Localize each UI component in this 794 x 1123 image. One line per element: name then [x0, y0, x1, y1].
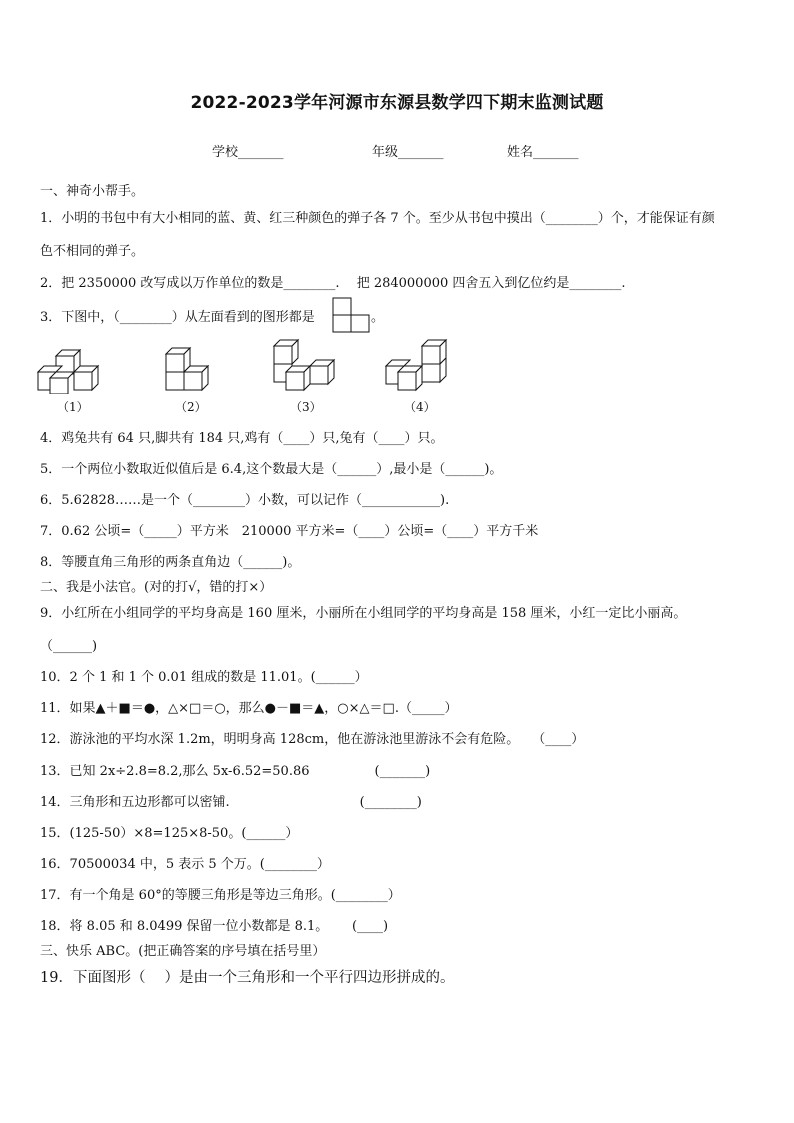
question-6: 6．5.62828……是一个（________）小数，可以记作（____________).: [40, 493, 450, 508]
view-figure: [332, 297, 372, 333]
question-9-cont: （______): [40, 639, 98, 654]
question-3-suffix: 。: [371, 310, 385, 325]
question-10: 10．2 个 1 和 1 个 0.01 组成的数是 11.01。(______）: [40, 670, 368, 685]
school-field: 学校_______: [212, 145, 284, 160]
question-3-text: 3．下图中，（________）从左面看到的图形都是: [40, 310, 315, 325]
question-1-cont: 色不相同的弹子。: [40, 244, 145, 259]
question-5: 5．一个两位小数取近似值后是 6.4,这个数最大是（______）,最小是（______)。: [40, 462, 503, 477]
question-4: 4．鸡兔共有 64 只,脚共有 184 只,鸡有（____）只,兔有（____）只。: [40, 431, 444, 446]
grade-field: 年级_______: [372, 145, 444, 160]
cube-figure-1: [36, 338, 106, 394]
question-13: 13．已知 2x÷2.8=8.2,那么 5x-6.52=50.86 (_______): [40, 764, 431, 779]
question-2: 2．把 2350000 改写成以万作单位的数是________. 把 284000000 四舍五入到亿位约是________.: [40, 276, 626, 291]
cube-figure-4: [384, 338, 454, 394]
question-17: 17．有一个角是 60°的等腰三角形是等边三角形。(________）: [40, 888, 401, 903]
question-11: 11．如果▲＋■＝●，△×□＝○，那么●－■＝▲，○×△＝□.（_____）: [40, 701, 458, 716]
question-14: 14．三角形和五边形都可以密铺. (________): [40, 795, 422, 810]
cube-figure-3: [272, 338, 342, 394]
section-heading-2: 二、我是小法官。(对的打√，错的打×）: [40, 580, 273, 595]
question-12: 12．游泳池的平均水深 1.2m，明明身高 128cm，他在游泳池里游泳不会有危险。 （____）: [40, 732, 585, 747]
section-heading-3: 三、快乐 ABC。(把正确答案的序号填在括号里）: [40, 944, 326, 959]
figure-label-3: （3）: [290, 400, 322, 414]
figure-label-4: （4）: [404, 400, 436, 414]
question-16: 16．70500034 中，5 表示 5 个万。(________）: [40, 857, 330, 872]
figure-label-2: （2）: [175, 400, 207, 414]
question-1: 1．小明的书包中有大小相同的蓝、黄、红三种颜色的弹子各 7 个。至少从书包中摸出（________）个，才能保证有颜: [40, 211, 715, 226]
figure-label-1: （1）: [57, 400, 89, 414]
question-3: [40, 306, 315, 325]
cube-figure-2: [152, 338, 222, 394]
section-heading-1: 一、神奇小帮手。: [40, 184, 145, 199]
question-19: 19．下面图形（ ）是由一个三角形和一个平行四边形拼成的。: [40, 970, 455, 986]
question-15: 15．(125-50）×8=125×8-50。(______）: [40, 826, 299, 841]
question-9: 9．小红所在小组同学的平均身高是 160 厘米，小丽所在小组同学的平均身高是 158 厘米，小红一定比小丽高。: [40, 606, 687, 621]
page-title: 2022-2023学年河源市东源县数学四下期末监测试题: [190, 93, 604, 113]
name-field: 姓名_______: [507, 145, 579, 160]
question-8: 8．等腰直角三角形的两条直角边（______)。: [40, 555, 301, 570]
question-7: 7．0.62 公顷=（_____）平方米 210000 平方米=（____）公顷=（____）平方千米: [40, 524, 539, 539]
question-18: 18．将 8.05 和 8.0499 保留一位小数都是 8.1。 (____): [40, 919, 389, 934]
